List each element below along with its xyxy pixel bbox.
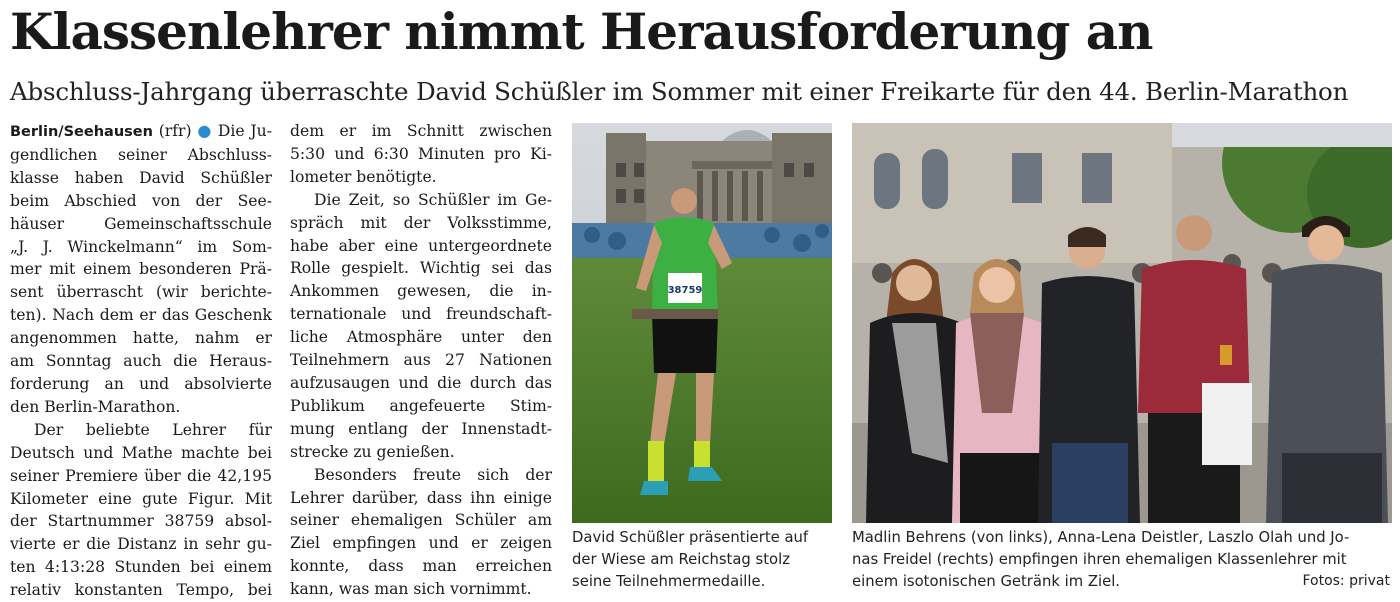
body-line: konnte, dass man erreichen — [290, 557, 552, 576]
body-line: Ziel empfingen und er zeigen — [290, 534, 552, 553]
caption-line: David Schüßler präsentierte auf — [572, 529, 809, 546]
body-line: Kilometer eine gute Figur. Mit — [10, 489, 272, 508]
body-line: strecke zu genießen. — [290, 442, 455, 461]
group-photo — [852, 123, 1392, 523]
body-line: der Startnummer 38759 absol- — [10, 512, 272, 531]
body-line: ten). Nach dem er das Geschenk — [10, 306, 272, 325]
body-line: klasse haben David Schüßler — [10, 168, 272, 187]
body-line: Publikum angefeuerte Stim- — [290, 396, 552, 415]
photo-credit: Fotos: privat — [1302, 573, 1390, 589]
body-line: seiner ehemaligen Schüler am — [290, 511, 552, 530]
body-line: seiner Premiere über die 42,195 — [10, 466, 272, 485]
body-line: liche Atmosphäre unter den — [290, 328, 552, 347]
article-column-2 — [290, 120, 552, 601]
body-line: Besonders freute sich der — [314, 465, 552, 484]
body-line: Berlin/Seehausen (rfr) ● Die Ju- — [10, 121, 272, 140]
caption-line: der Wiese am Reichstag stolz — [572, 551, 790, 568]
body-line: relativ konstanten Tempo, bei — [10, 581, 272, 600]
article-column-1 — [10, 120, 272, 602]
runner-photo — [572, 123, 832, 523]
body-line: kann, was man sich vornimmt. — [290, 580, 532, 599]
body-line: beim Abschied von der See- — [10, 191, 272, 210]
body-line: mer mit einem besonderen Prä- — [10, 260, 272, 279]
body-line: Die Zeit, so Schüßler im Ge- — [314, 190, 552, 209]
body-line: den Berlin-Marathon. — [10, 397, 181, 416]
subheadline: Abschluss-Jahrgang überraschte David Schüßler im Sommer mit einer Freikarte für den 44. Berlin-Marathon — [10, 77, 1349, 106]
body-line: aufzusaugen und die durch das — [290, 373, 552, 392]
body-line: Ankommen gewesen, die in- — [290, 282, 552, 301]
body-line: mung entlang der Innenstadt- — [290, 419, 552, 438]
body-line: häuser Gemeinschaftsschule — [10, 214, 272, 233]
body-line: gendlichen seiner Abschluss- — [10, 145, 272, 164]
body-line: Lehrer darüber, dass ihn einige — [290, 488, 552, 507]
body-line: Rolle gespielt. Wichtig sei das — [290, 259, 552, 278]
caption-line: Madlin Behrens (von links), Anna-Lena Deistler, Laszlo Olah und Jo- — [852, 529, 1350, 546]
body-line: ternationale und freundschaft- — [290, 305, 552, 324]
headline: Klassenlehrer nimmt Herausforderung an — [10, 2, 1153, 61]
body-line: habe aber eine untergeordnete — [290, 236, 552, 255]
body-line: sent überrascht (wir berichte- — [10, 283, 272, 302]
bullet-icon: ● — [197, 121, 213, 140]
group-photo-illustration — [852, 123, 1392, 523]
author-code: (rfr) — [158, 122, 192, 140]
body-line: Der beliebte Lehrer für — [34, 420, 272, 439]
bib-number: 38759 — [667, 285, 703, 296]
body-line: 5:30 und 6:30 Minuten pro Ki- — [290, 144, 552, 163]
body-line: forderung an und absolvierte — [10, 374, 272, 393]
dateline: Berlin/Seehausen — [10, 124, 153, 140]
body-line: dem er im Schnitt zwischen — [290, 122, 552, 140]
caption-line: seine Teilnehmermedaille. — [572, 573, 766, 590]
body-line: lometer benötigte. — [290, 167, 437, 186]
body-line: Teilnehmern aus 27 Nationen — [290, 351, 552, 370]
caption-line: nas Freidel (rechts) empfingen ihren ehemaligen Klassenlehrer mit — [852, 551, 1347, 568]
body-line: angenommen hatte, nahm er — [10, 329, 272, 348]
body-line: am Sonntag auch die Heraus- — [10, 352, 272, 371]
caption-line: einem isotonischen Getränk im Ziel. — [852, 573, 1121, 590]
runner-photo-illustration — [572, 123, 832, 523]
body-line: „J. J. Winckelmann“ im Som- — [10, 237, 272, 256]
runner-photo-caption — [572, 527, 834, 593]
body-line: spräch mit der Volksstimme, — [290, 213, 552, 232]
body-line: vierte er die Distanz in sehr gu- — [10, 535, 272, 554]
body-line: ten 4:13:28 Stunden bei einem — [10, 558, 272, 577]
body-line: Deutsch und Mathe machte bei — [10, 443, 272, 462]
